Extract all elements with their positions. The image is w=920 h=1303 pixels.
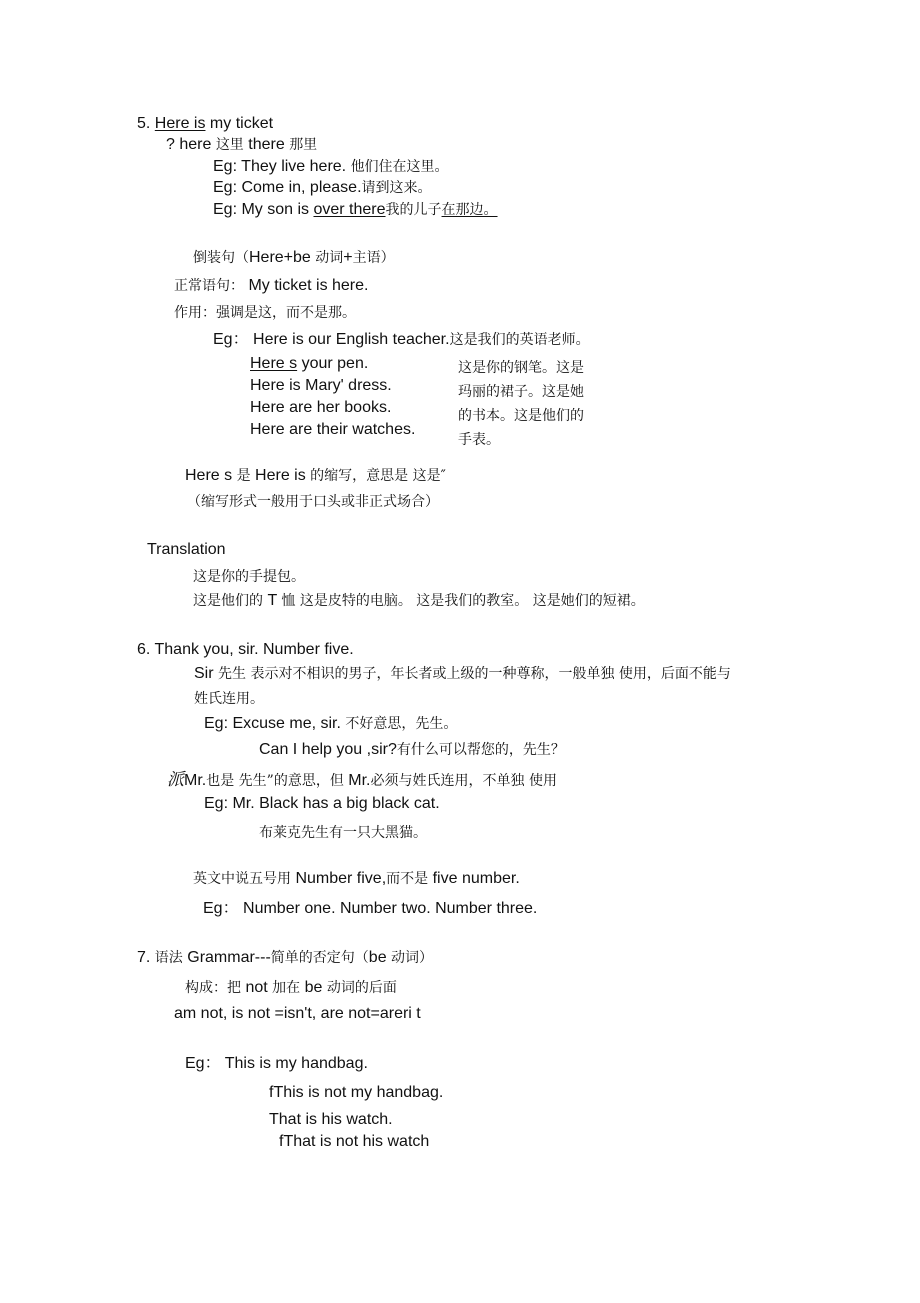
here-examples-translation: 这是你的钢笔。这是 玛丽的裙子。这是她 的书本。这是他们的 手表。 xyxy=(458,360,584,448)
section-5-heading: 5. Here is my ticket xyxy=(137,115,274,132)
example-line: That is his watch. xyxy=(269,1111,393,1128)
number-usage-line: 英文中说五号用 Number five,而不是 five number. xyxy=(193,870,520,887)
example-line: Eg: Come in, please.请到这来。 xyxy=(213,179,432,196)
list-item: Here s your pen. xyxy=(250,355,369,372)
list-item: Here is Mary' dress. xyxy=(250,377,392,394)
section-7-heading: 7. 语法 Grammar---简单的否定句（be 动词） xyxy=(137,949,434,966)
example-line: Can I help you ,sir?有什么可以帮您的，先生？ xyxy=(259,741,565,758)
example-line: Eg： This is my handbag. xyxy=(185,1055,368,1072)
list-item: Here are her books. xyxy=(250,399,392,416)
mr-mark: 派 xyxy=(167,770,184,790)
example-line: fThat is not his watch xyxy=(279,1133,430,1150)
here-there-line: ? here 这里 there 那里 xyxy=(166,136,318,153)
example-line: Eg: My son is over there我的儿子在那边。 xyxy=(213,201,498,218)
translation-line: 这是你的手提包。 xyxy=(193,569,305,585)
normal-sentence-line: 正常语句： My ticket is here. xyxy=(174,277,369,294)
mr-explanation: 派Mr.也是 先生”的意思，但 Mr.必须与姓氏连用，不单独 使用 xyxy=(167,770,557,790)
example-line: Eg： Number one. Number two. Number three. xyxy=(203,900,538,917)
example-line: Eg: They live here. 他们住在这里。 xyxy=(213,158,449,175)
list-item: Here are their watches. xyxy=(250,421,416,438)
inversion-heading: 倒装句（Here+be 动词+主语） xyxy=(193,249,395,266)
contractions-line: am not, is not =isn't, are not=areri t xyxy=(174,1005,421,1022)
formation-line: 构成：把 not 加在 be 动词的后面 xyxy=(185,979,397,996)
abbreviation-note: （缩写形式一般用于口头或非正式场合） xyxy=(187,494,439,510)
here-is-underlined: Here is xyxy=(154,115,206,132)
abbreviation-line: Here s 是 Here is 的缩写，意思是 这是″ xyxy=(185,467,446,484)
example-translation: 布莱克先生有一只大黑猫。 xyxy=(259,825,427,841)
example-line: Eg： Here is our English teacher.这是我们的英语老师。 xyxy=(213,331,590,348)
example-line: Eg: Excuse me, sir. 不好意思，先生。 xyxy=(204,715,458,732)
section-6-heading: 6. Thank you, sir. Number five. xyxy=(137,641,354,658)
translation-heading: Translation xyxy=(147,541,226,558)
sir-explanation: Sir 先生 表示对不相识的男子，年长者或上级的一种尊称，一般单独 使用，后面不能与 xyxy=(194,665,731,682)
here-examples-list xyxy=(250,353,415,441)
sir-explanation-cont: 姓氏连用。 xyxy=(194,691,264,707)
example-line: Eg: Mr. Black has a big black cat. xyxy=(204,795,440,812)
example-line: fThis is not my handbag. xyxy=(269,1084,444,1101)
translation-line: 这是他们的 T 恤 这是皮特的电脑。 这是我们的教室。 这是她们的短裙。 xyxy=(193,592,645,609)
effect-line: 作用：强调是这，而不是那。 xyxy=(174,305,356,321)
